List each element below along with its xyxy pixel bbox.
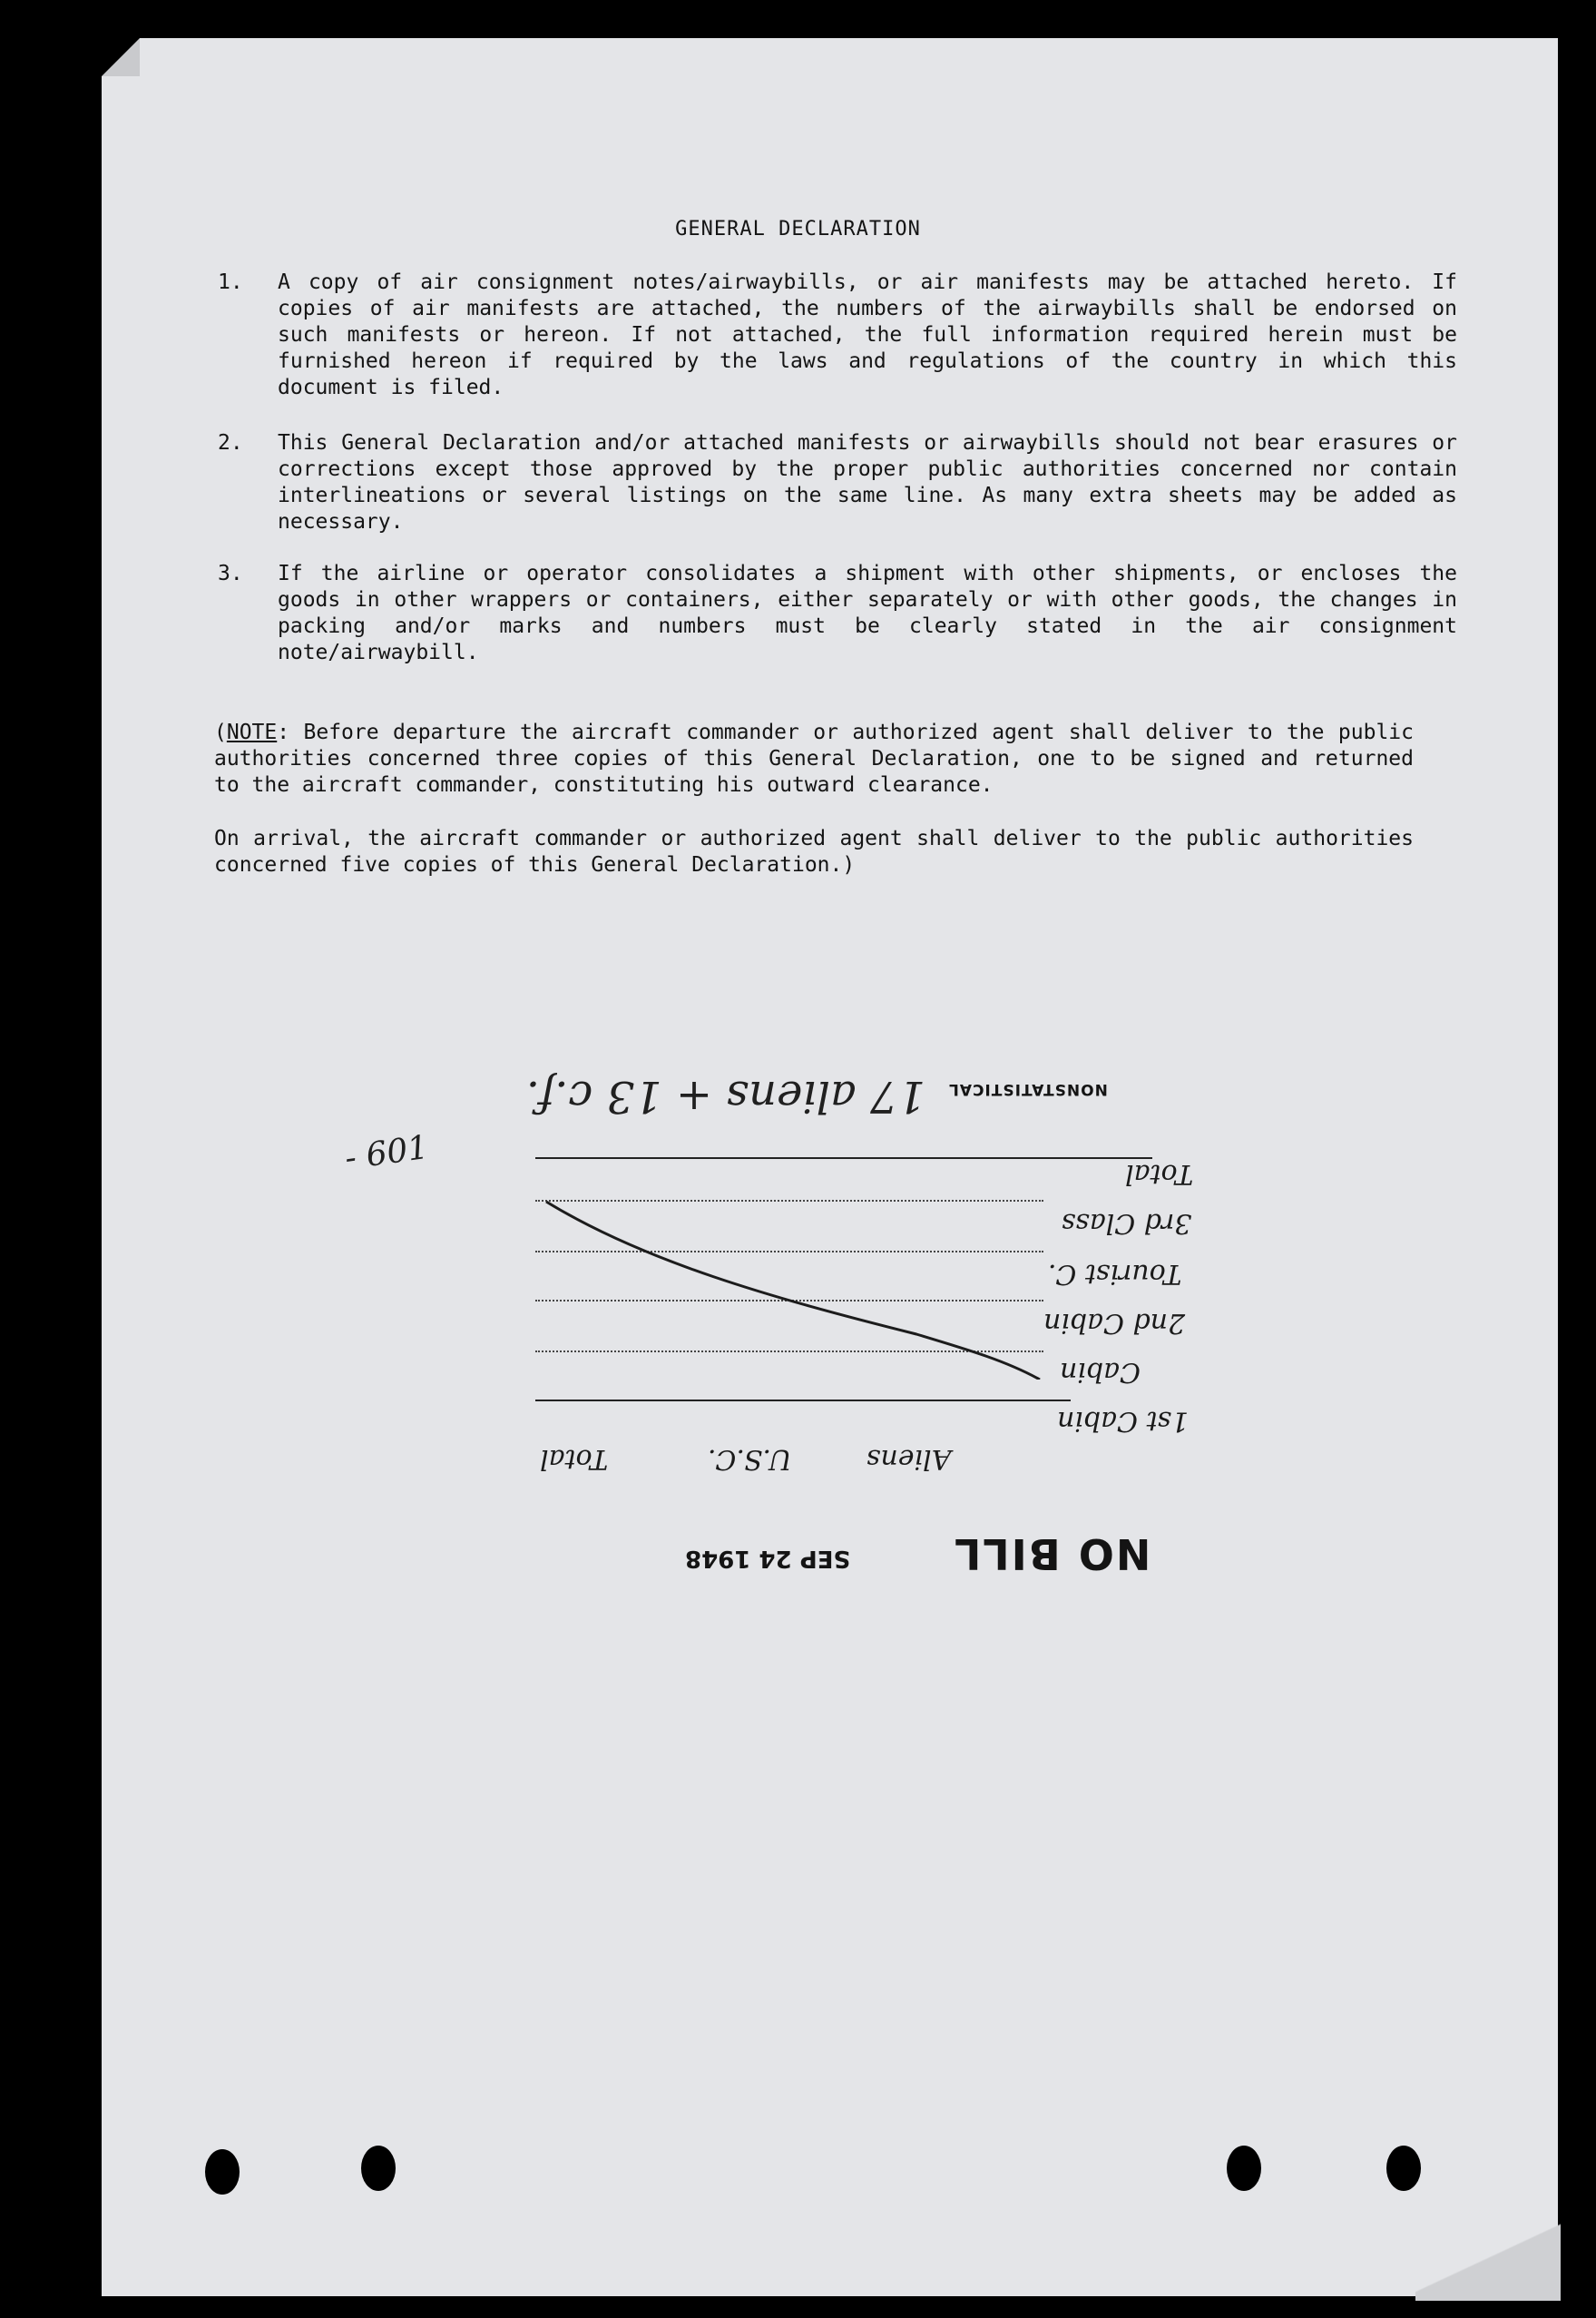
item-number: 1.: [218, 270, 243, 294]
stamp-column-label: U.S.C.: [708, 1443, 792, 1475]
stamp-column-label: Total: [540, 1443, 609, 1475]
stamp-row-label: 3rd Class: [1062, 1207, 1192, 1239]
binder-hole: [205, 2149, 240, 2195]
stamp-rule: [535, 1157, 1152, 1159]
nonstatistical-stamp: NONSTATISTICAL: [948, 1080, 1108, 1098]
note-label: NOTE: [226, 721, 278, 744]
folded-corner-shadow: [102, 38, 140, 76]
page-title: GENERAL DECLARATION: [675, 218, 921, 241]
stamp-row-label: Cabin: [1060, 1356, 1141, 1388]
binder-hole: [1227, 2146, 1261, 2191]
item-text: A copy of air consignment notes/airwaybills, or air manifests may be attached hereto. If copies of air manifests are attached, the numbers of the airwaybills shall be endorsed on such manifests or hereon. If not attached, the full information required herein must be furnished hereon if required by the laws and regulations of the country in which this document is filed.: [278, 270, 1457, 399]
note-paragraph: (NOTE: Before departure the aircraft commander or authorized agent shall deliver to the public authorities concerned three copies of this General Declaration, one to be signed and returned to the aircraft commander, constituting his outward clearance.: [214, 721, 1414, 797]
stamp-column-label: Aliens: [867, 1443, 952, 1475]
handwritten-count-note: 17 aliens + 13 c.f.: [525, 1071, 925, 1122]
no-bill-stamp: NO BILL: [953, 1529, 1151, 1578]
diagonal-strike-line: [535, 1198, 1043, 1380]
worn-corner: [1415, 2196, 1561, 2301]
arrival-paragraph: On arrival, the aircraft commander or authorized agent shall deliver to the public authorities concerned five copies of this General Declaration.): [214, 827, 1414, 877]
binder-hole: [1386, 2146, 1421, 2191]
item-text: If the airline or operator consolidates a shipment with other shipments, or encloses the goods in other wrappers or containers, either separately or with other goods, the changes in packing and/or marks and numbers must be clearly stated in the air consignment note/airwaybill.: [278, 562, 1457, 664]
stamp-row-label: Tourist C.: [1048, 1258, 1182, 1290]
handwritten-side-note: - 601: [342, 1128, 431, 1178]
date-stamp: SEP 24 1948: [685, 1545, 851, 1572]
item-text: This General Declaration and/or attached manifests or airwaybills should not bear erasures or corrections except those approved by the proper public authorities concerned nor contain interlineations or several listings on the same line. As many extra sheets may be added as necessary.: [278, 431, 1457, 534]
stamp-row-label: Total: [1125, 1158, 1194, 1190]
binder-hole: [361, 2146, 396, 2191]
item-number: 3.: [218, 562, 243, 585]
stamp-rule: [535, 1400, 1071, 1401]
item-number: 2.: [218, 431, 243, 455]
stamp-row-label: 2nd Cabin: [1043, 1307, 1186, 1339]
stamp-row-label: 1st Cabin: [1057, 1405, 1190, 1437]
